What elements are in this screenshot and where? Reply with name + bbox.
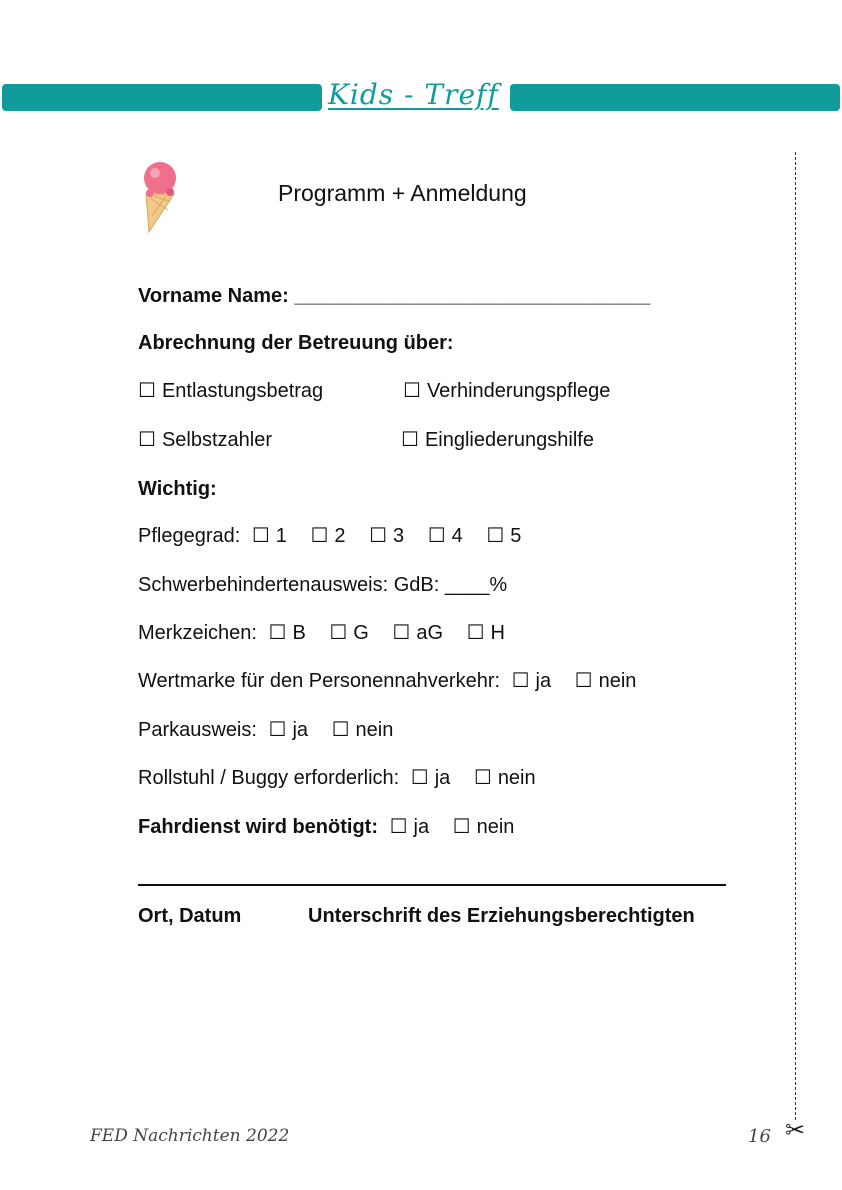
billing-label: Abrechnung der Betreuung über: [138,332,454,354]
driving-label: Fahrdienst wird benötigt: [138,816,378,838]
signature-line[interactable] [138,884,726,886]
billing-row-2 [138,427,698,453]
checkbox-care-level-2[interactable]: ☐ 2 [310,525,346,547]
checkbox-care-level-1[interactable]: ☐ 1 [251,525,287,547]
page-number: 16 [748,1126,771,1147]
care-level-row [138,523,521,549]
ice-cream-icon [140,158,180,234]
checkbox-eingliederungshilfe[interactable]: ☐ Eingliederungshilfe [401,429,594,451]
transit-label: Wertmarke für den Personennahverkehr: [138,670,501,692]
checkbox-selbstzahler[interactable]: ☐ Selbstzahler [138,429,272,451]
checkbox-wheelchair-no[interactable]: ☐ nein [473,767,536,789]
section-title: Kids - Treff [328,78,499,111]
signature-row [138,903,738,929]
footer-publication: FED Nachrichten 2022 [90,1126,290,1146]
checkbox-care-level-3[interactable]: ☐ 3 [369,525,405,547]
checkbox-care-level-4[interactable]: ☐ 4 [427,525,463,547]
name-field[interactable]: ________________________________ [294,285,651,307]
checkbox-entlastungsbetrag[interactable]: ☐ Entlastungsbetrag [138,380,324,402]
checkbox-mark-g[interactable]: ☐ G [329,622,369,644]
important-label: Wichtig: [138,478,217,500]
checkbox-verhinderungspflege[interactable]: ☐ Verhinderungspflege [403,380,611,402]
checkbox-mark-b[interactable]: ☐ B [268,622,306,644]
checkbox-mark-h[interactable]: ☐ H [466,622,505,644]
name-label: Vorname Name: [138,285,289,307]
checkbox-driving-no[interactable]: ☐ nein [452,816,515,838]
checkbox-transit-yes[interactable]: ☐ ja [511,670,552,692]
parking-label: Parkausweis: [138,719,257,741]
parking-row [138,717,393,743]
scissors-icon: ✂ [785,1117,806,1144]
checkbox-driving-yes[interactable]: ☐ ja [389,816,430,838]
checkbox-mark-ag[interactable]: ☐ aG [392,622,444,644]
disability-row: Schwerbehindertenausweis: GdB: ____% [138,574,508,596]
header-bar-left [2,84,322,111]
checkbox-wheelchair-yes[interactable]: ☐ ja [410,767,451,789]
marks-row [138,620,505,646]
transit-row [138,668,636,694]
signature-label: Unterschrift des Erziehungsberechtigten [308,905,695,927]
wheelchair-label: Rollstuhl / Buggy erforderlich: [138,767,400,789]
checkbox-parking-no[interactable]: ☐ nein [331,719,394,741]
marks-label: Merkzeichen: [138,622,257,644]
care-level-label: Pflegegrad: [138,525,241,547]
form-title: Programm + Anmeldung [278,180,527,206]
wheelchair-row [138,765,536,791]
driving-row [138,814,514,840]
checkbox-parking-yes[interactable]: ☐ ja [268,719,309,741]
name-row [138,283,650,309]
cut-line [795,152,796,1120]
header-bar-right [510,84,840,111]
checkbox-care-level-5[interactable]: ☐ 5 [486,525,522,547]
place-date-label: Ort, Datum [138,905,242,927]
billing-row-1 [138,378,698,404]
checkbox-transit-no[interactable]: ☐ nein [574,670,637,692]
